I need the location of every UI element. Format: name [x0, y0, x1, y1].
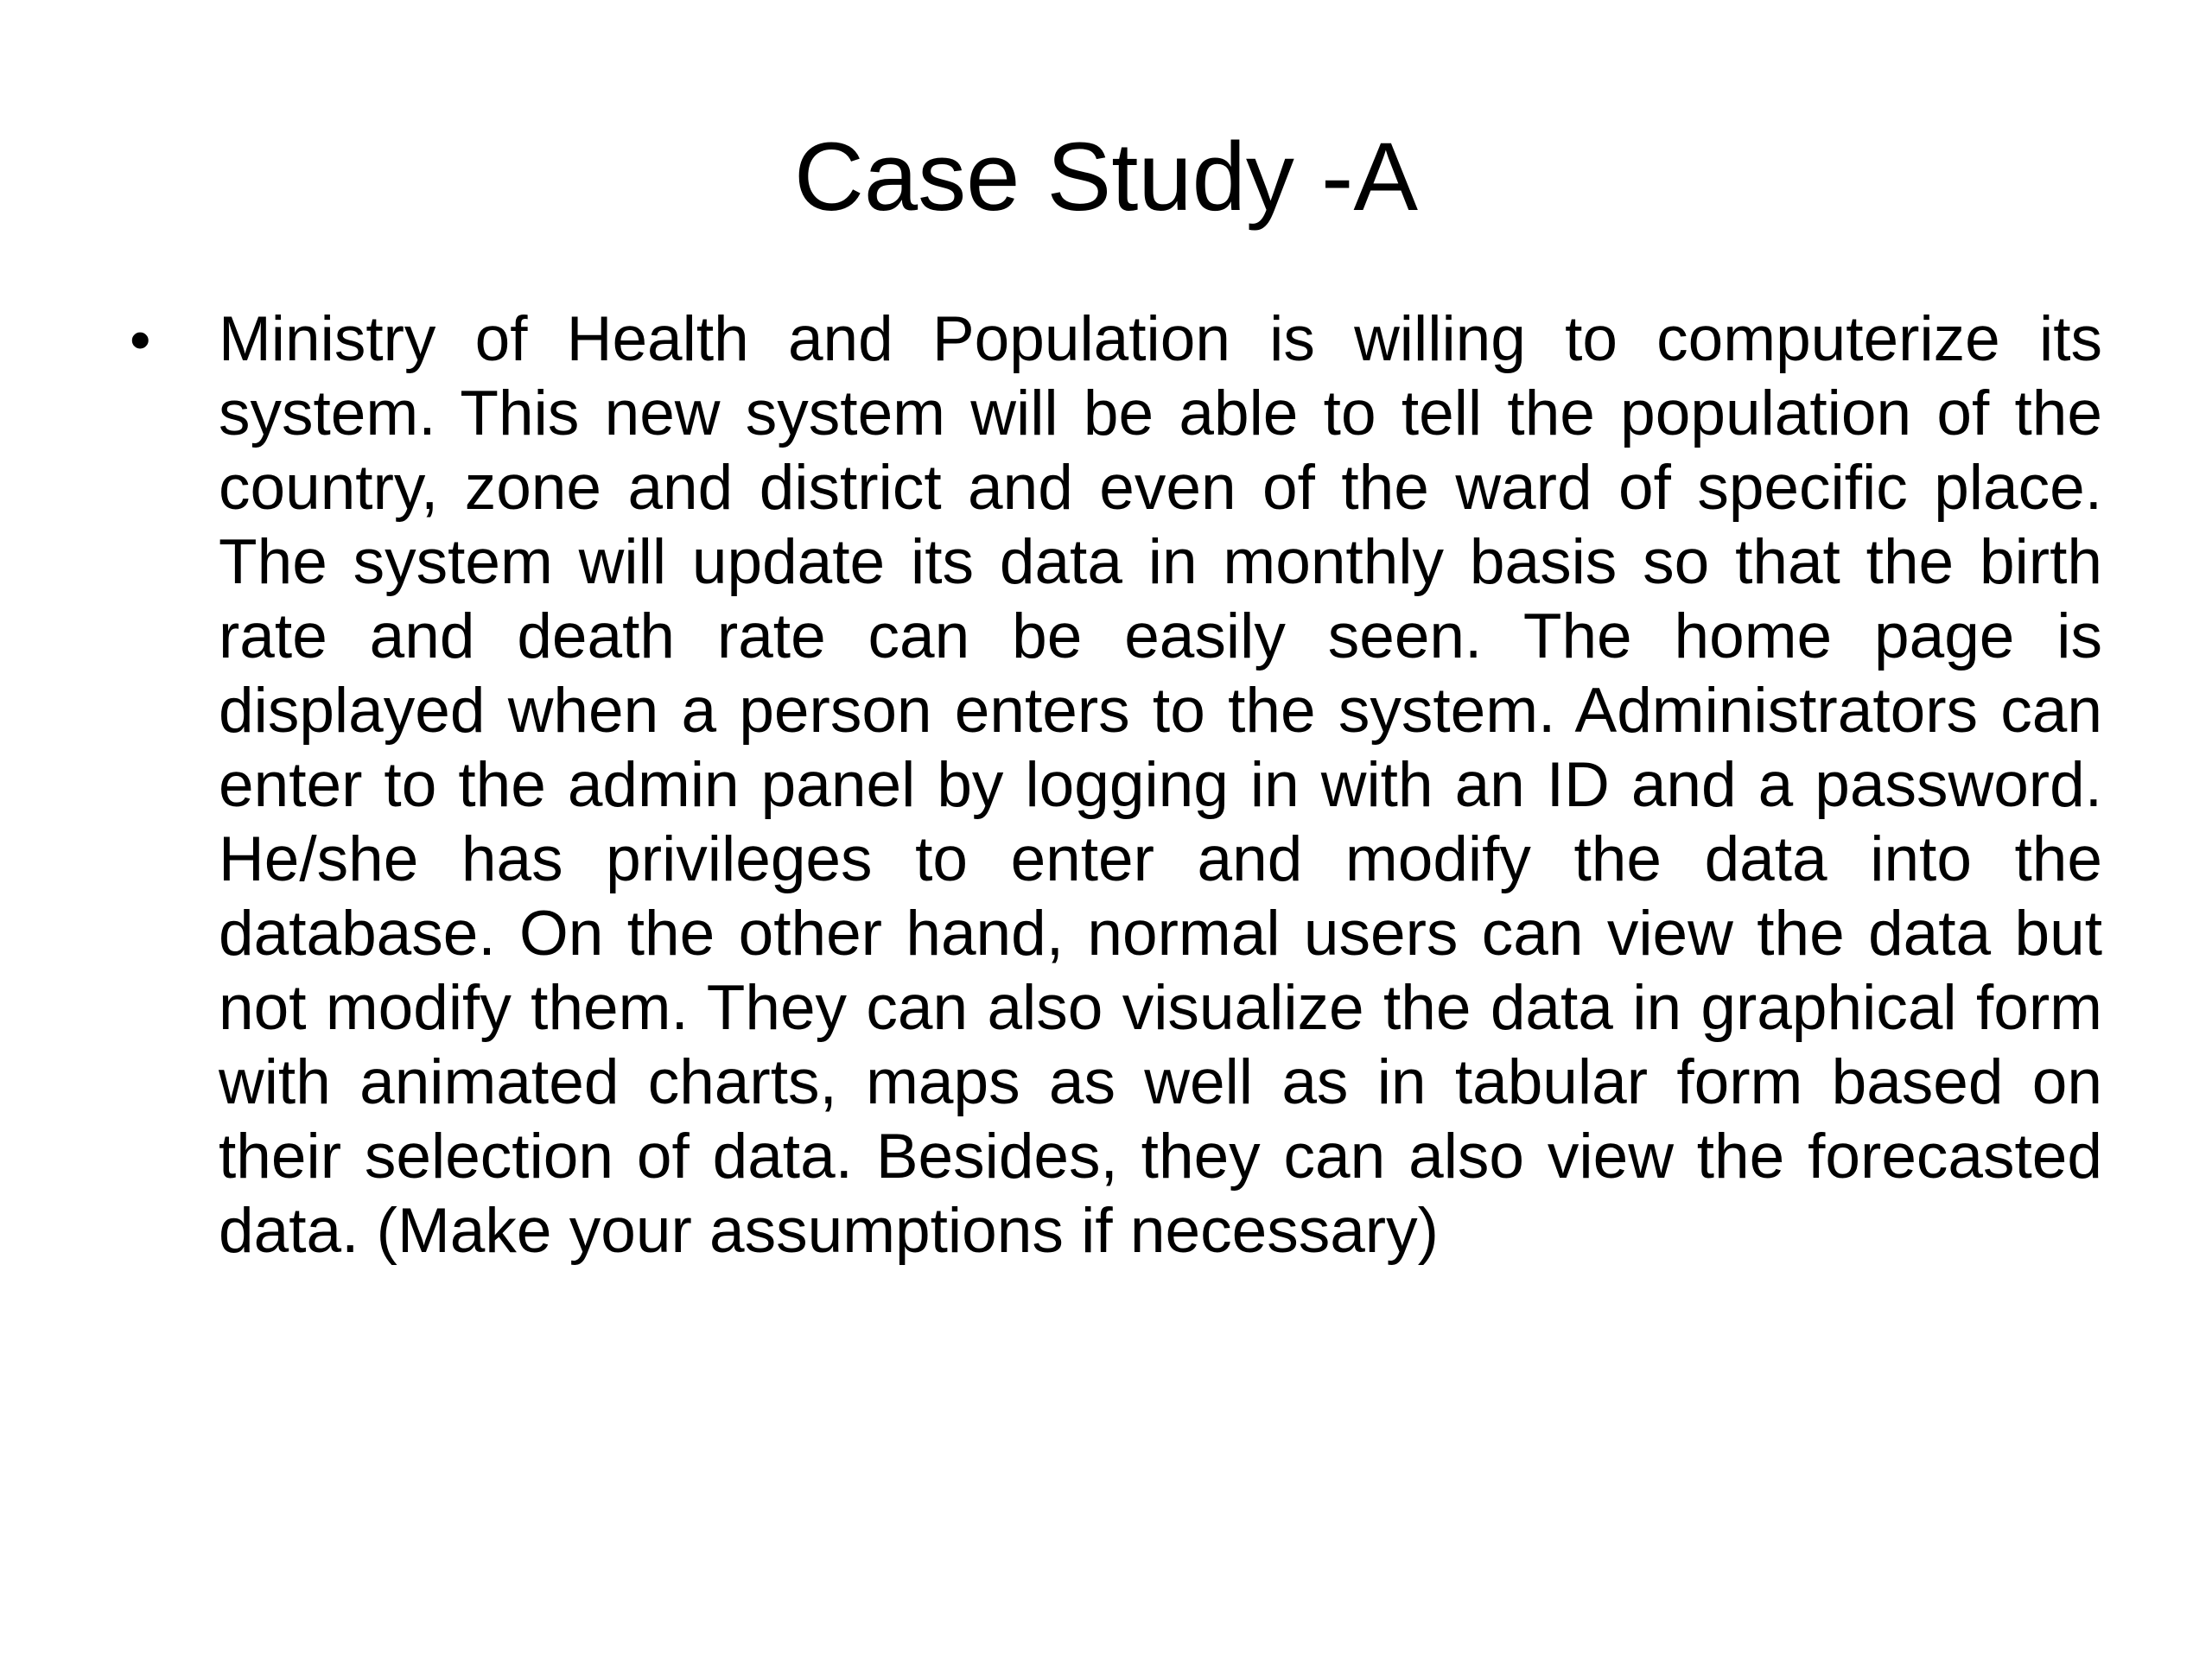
bullet-icon: • — [130, 306, 151, 373]
bullet-text: Ministry of Health and Population is willing to computerize its system. This new system will be able to tell the population of the country, zone and district and even of the ward of specific place. The system will update its data in monthly basis so that the birth rate and death rate can be easily seen. The home page is displayed when a person enters to the system. Administrators can enter to the admin panel by logging in with an ID and a password. He/she has privileges to enter and modify the data into the database. On the other hand, normal users can view the data but not modify them. They can also visualize the data in graphical form with animated charts, maps as well as in tabular form based on their selection of data. Besides, they can also view the forecasted data. (Make your assumptions if necessary) — [219, 304, 2102, 1266]
slide-title: Case Study -A — [793, 123, 1419, 231]
